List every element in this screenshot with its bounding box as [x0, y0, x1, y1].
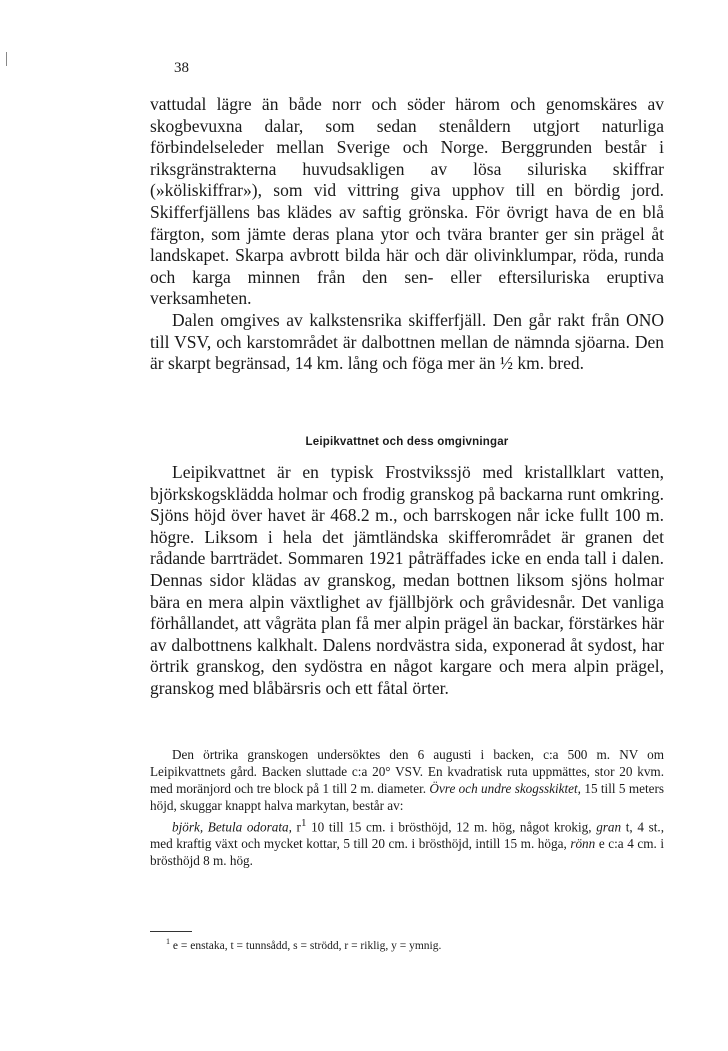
- small-paragraph: [150, 815, 664, 870]
- text-run: e c:a 4 cm. i brösthöjd 8 m. hög.: [150, 835, 665, 868]
- small-print-notes: [150, 747, 664, 870]
- scan-edge-mark: [6, 52, 7, 66]
- italic-term: björk, Betula odorata,: [172, 819, 292, 835]
- page-number: 38: [174, 60, 189, 76]
- italic-term: Övre och undre skogsskiktet,: [429, 780, 581, 796]
- footnote-rule: [150, 931, 192, 932]
- text-run: 10 till 15 cm. i brösthöjd, 12 m. hög, något krokig,: [306, 819, 592, 835]
- text-run: t, 4 st., med kraftig växt och mycket kottar, 5 till 20 cm. i brösthöjd, intill 15 m. höga,: [150, 819, 664, 851]
- small-paragraph: [150, 747, 664, 815]
- text-run: r: [291, 819, 301, 835]
- italic-term: rönn: [570, 835, 596, 851]
- italic-term: gran: [596, 819, 622, 835]
- footnote: [166, 937, 441, 952]
- section-heading: Leipikvattnet och dess omgivningar: [305, 436, 509, 448]
- footnote-ref: 1: [300, 816, 307, 829]
- paragraph: Leipikvattnet är en typisk Frostvikssjö med kristallklart vatten, björkskogsklädda holmar och frodig granskog på backarna runt omkring. Sjöns höjd över havet är 468.2 m., och barrskogen når icke fullt 100 m. högre. Liksom i hela det jämtländska skifferområdet är granen det rådande barrträdet. Sommaren 1921 påträffades icke en enda tall i dalen. Dennas sidor klädas av granskog, medan bottnen liksom sjöns holmar bära en mera alpin växtlighet av fjällbjörk och gråvidesnår. Det vanliga förhållandet, att vågräta plan få mer alpin prägel än backar, förstärkes här av dalbottnens kalkhalt. Dalens nordvästra sida, exponerad åt sydost, har örtrik granskog, den sydöstra en något kargare och mera alpin prägel, granskog med blåbärsris och ett fåtal örter.: [150, 462, 664, 698]
- section-two-text: [150, 462, 664, 700]
- paragraph: vattudal lägre än både norr och söder härom och genomskäres av skogbevuxna dalar, som sedan stenåldern utgjort naturliga förbindelseleder mellan Sverige och Norge. Berggrunden består i riksgränstrakterna huvudsakligen av lösa siluriska skiffrar (»köliskiffrar»), som vid vittring giva upphov till en bördig jord. Skifferfjällens bas klädes av saftig grönska. För övrigt hava de en blå färgton, som jämte deras plana ytor och tvära branter ger sin prägel åt landskapet. Skarpa avbrott bilda här och där olivinklumpar, röda, runda och karga minnen från den sen- eller eftersiluriska eruptiva verksamheten.: [150, 94, 664, 309]
- footnote-mark: 1: [166, 937, 170, 946]
- section-one-text: [150, 94, 664, 375]
- text-run: Den örtrika granskogen undersöktes den 6 augusti i backen, c:a 500 m. NV om Leipikvattnets gård. Backen sluttade c:a 20° VSV. En kvadratisk ruta uppmättes, stor 20 kvm. med moränjord och tre block på 1 till 2 m. diameter.: [150, 747, 664, 796]
- footnote-text: e = enstaka, t = tunnsådd, s = strödd, r = riklig, y = ymnig.: [170, 939, 442, 952]
- text-run: 15 till 5 meters höjd, skuggar knappt halva markytan, består av:: [150, 780, 665, 813]
- paragraph: Dalen omgives av kalkstensrika skifferfjäll. Den går rakt från ONO till VSV, och karstområdet är dalbottnen mellan de nämnda sjöarna. Den är skarpt begränsad, 14 km. lång och föga mer än ½ km. bred.: [150, 309, 664, 374]
